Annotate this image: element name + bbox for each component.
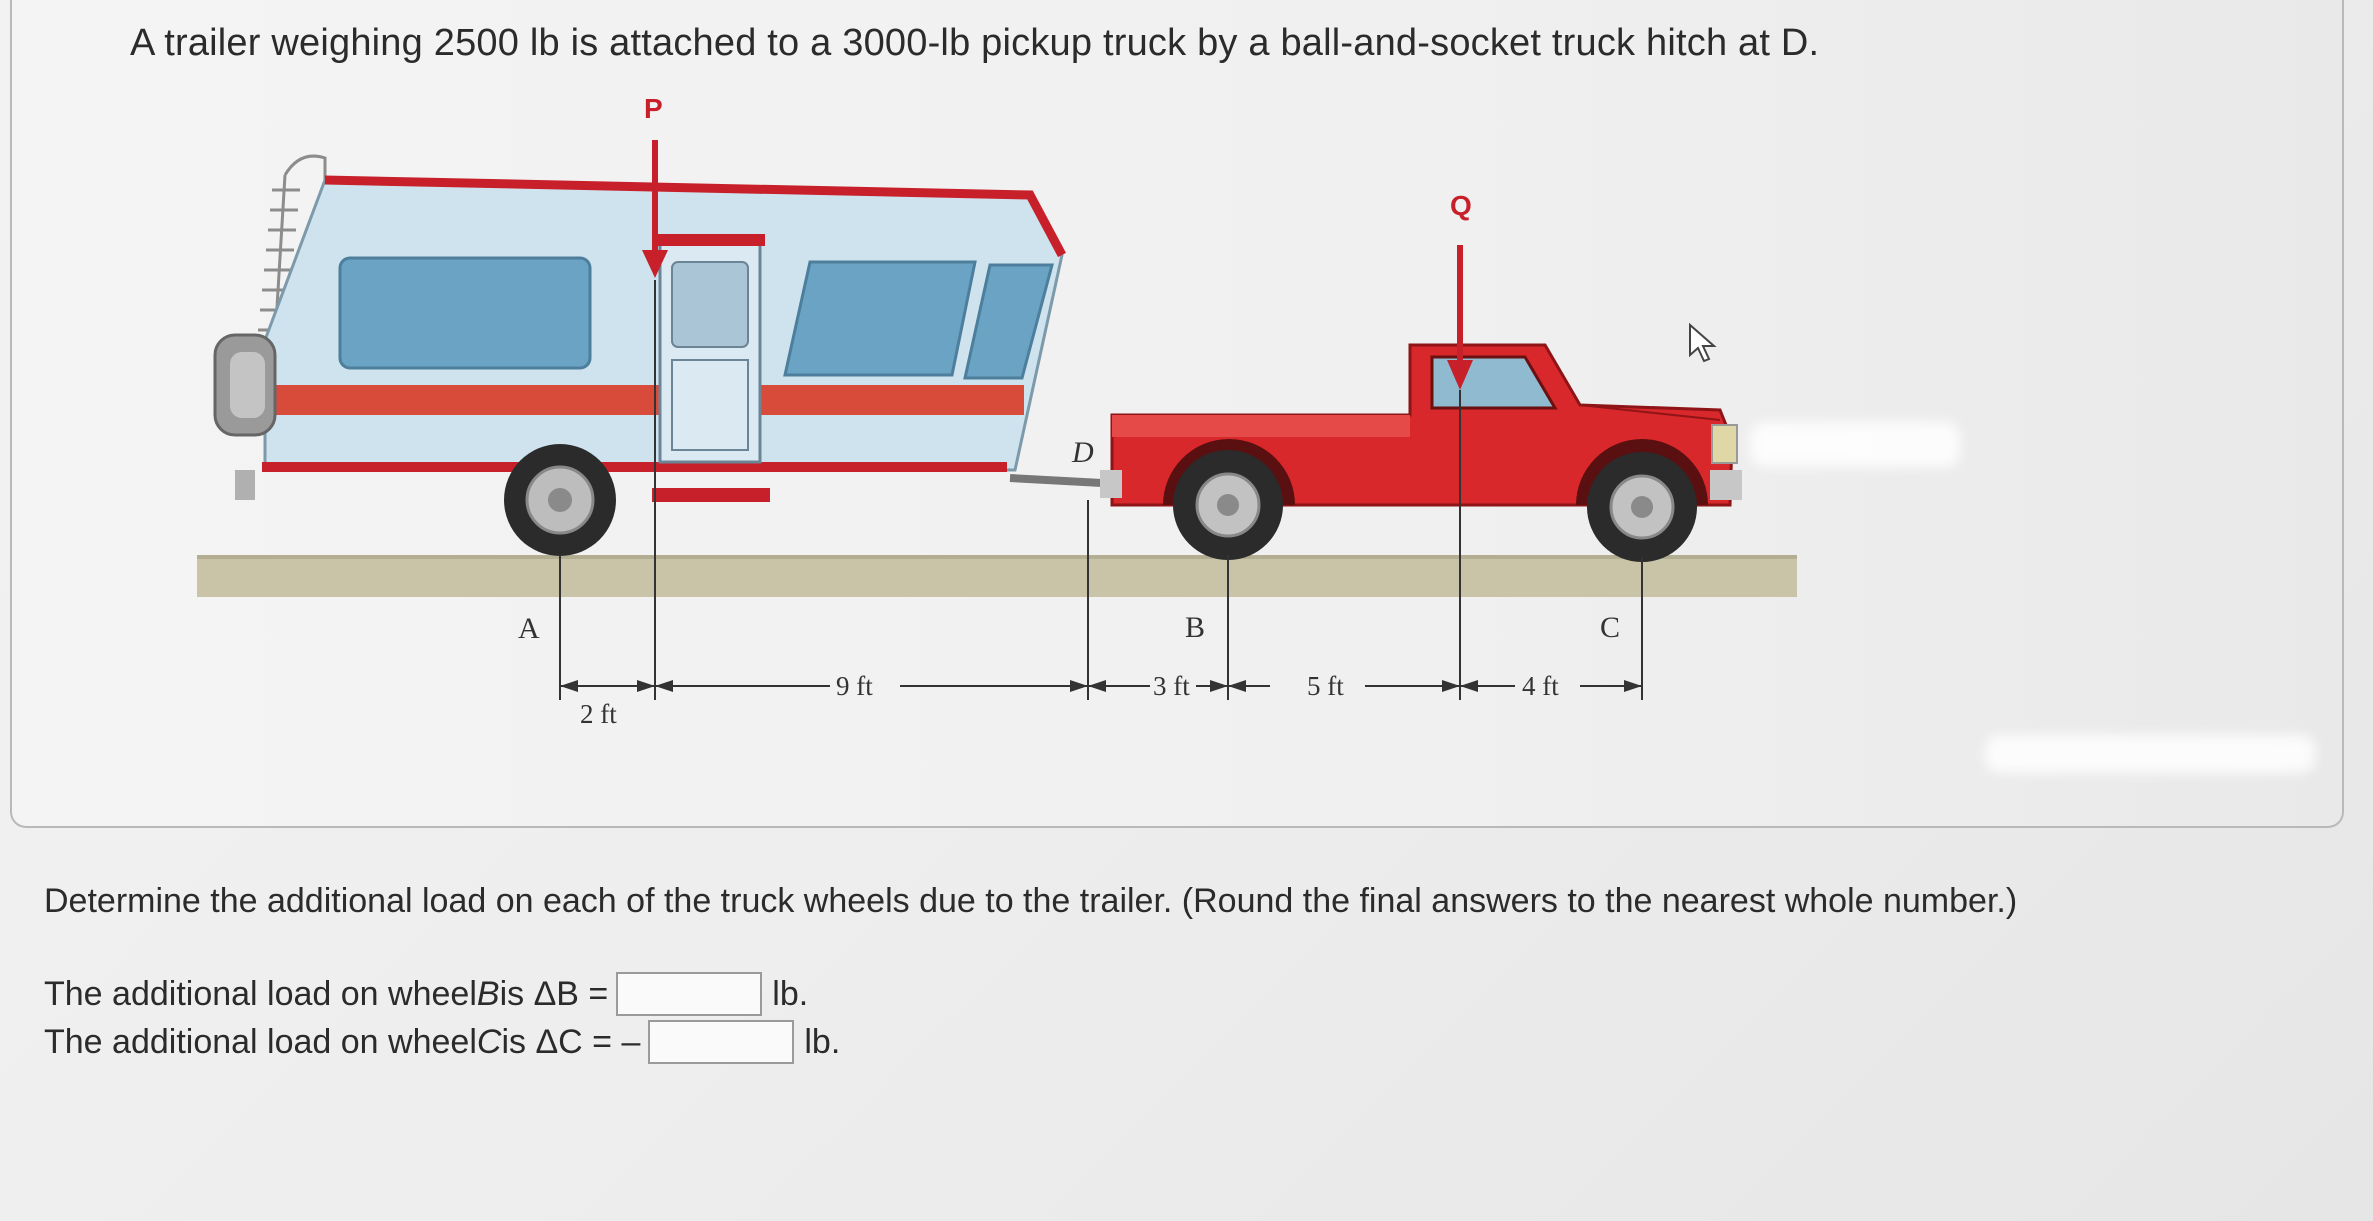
wheel-a <box>504 444 616 556</box>
answer-b-var: B <box>476 974 500 1013</box>
answer-line-b <box>44 972 808 1016</box>
trailer-window-front <box>785 262 975 375</box>
answer-c-input[interactable] <box>648 1020 794 1064</box>
wheel-b <box>1173 450 1283 560</box>
mouse-cursor-icon <box>1690 325 1714 361</box>
answer-b-unit: lb. <box>772 974 809 1013</box>
wheel-c <box>1587 452 1697 562</box>
answer-b-input[interactable] <box>616 972 762 1016</box>
force-q-label: Q <box>1450 190 1472 221</box>
truck <box>1100 345 1742 562</box>
point-a-label: A <box>518 612 540 645</box>
dim-b-to-q: 5 ft <box>1307 671 1344 701</box>
answer-c-unit: lb. <box>804 1022 841 1061</box>
trailer-stripe <box>272 385 1024 415</box>
ground <box>197 555 1797 597</box>
answer-b-prefix: The additional load on wheel <box>44 974 477 1013</box>
screen-glare <box>1750 422 1960 467</box>
question-text: Determine the additional load on each of the truck wheels due to the trailer. (Round the final answers to the nearest whole number.) <box>44 882 2018 920</box>
screen-glare <box>1985 735 2315 773</box>
answer-c-middle: is ΔC = – <box>501 1022 641 1061</box>
problem-title: A trailer weighing 2500 lb is attached to a 3000-lb pickup truck by a ball-and-socket truck hitch at D. <box>130 22 1820 64</box>
force-q-arrow <box>1447 245 1473 390</box>
point-b-label: B <box>1185 611 1206 644</box>
force-p-label: P <box>644 93 663 124</box>
hitch-arm <box>1010 478 1102 483</box>
truck-rear-bumper <box>1100 470 1122 498</box>
trailer-window-rear <box>340 258 590 368</box>
dim-q-to-c: 4 ft <box>1522 671 1559 701</box>
answer-c-var: C <box>476 1022 502 1061</box>
spare-tire <box>215 335 275 435</box>
point-d-label: D <box>1072 436 1094 469</box>
trailer <box>215 156 1102 556</box>
dim-a-to-p: 2 ft <box>580 699 617 729</box>
point-c-label: C <box>1600 611 1621 644</box>
answer-c-prefix: The additional load on wheel <box>44 1022 477 1061</box>
dim-d-to-b: 3 ft <box>1153 671 1190 701</box>
dim-p-to-d: 9 ft <box>836 671 873 701</box>
answer-b-middle: is ΔB = <box>499 974 609 1013</box>
answer-line-c <box>44 1020 840 1064</box>
